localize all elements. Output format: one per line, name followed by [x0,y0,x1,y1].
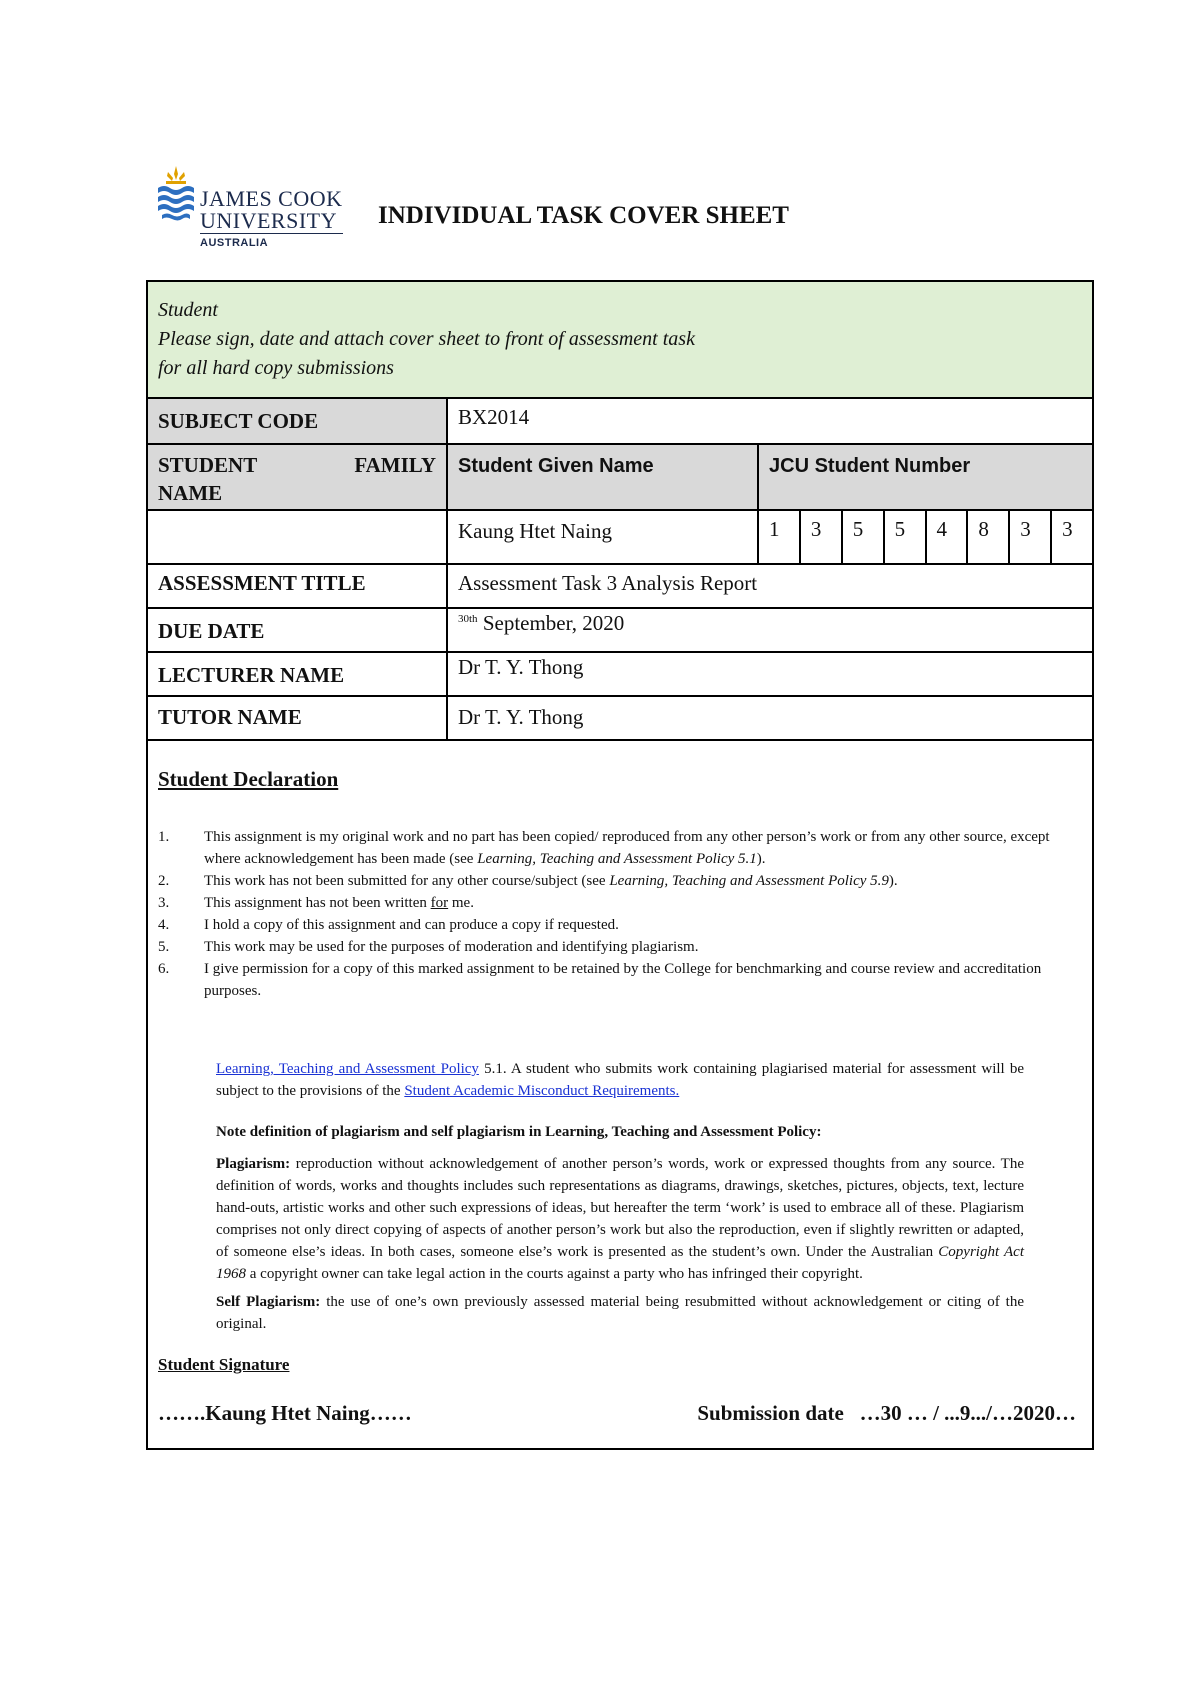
declaration-item-text: This assignment is my original work and no part has been copied/ reproduced from any other person’s work or from any other source, except where acknowledgement has been made (see [204,829,1050,867]
policy-text: 5.1. A student who submits work containing plagiarised material for assessment will be subject to the provisions of the [216,1061,1025,1099]
declaration-item-number: 5. [158,939,170,955]
declaration-item-number: 3. [158,895,170,911]
signature-heading: Student Signature [158,1355,290,1374]
family-name-header-word-3: NAME [158,481,223,505]
plagiarism-text: reproduction without acknowledgement of another person’s words, work or expressed thoughts from any source. The definition of words, works and thoughts includes such representations as diagrams, drawings, sketches, pictures, objects, text, lecture hand-outs, artistic works and other such expressions of ideas, but hereafter the term ‘work’ is used to embrace all of these. Plagiarism comprises not only direct copying of aspects of another person’s work but also the reproduction, even if slightly rewritten or adapted, of someone else’s ideas. In both cases, someone else’s work is presented as the student’s own. Under the Australian [216,1156,1024,1260]
lecturer-label: LECTURER NAME [148,653,448,695]
due-date-rest: September, 2020 [477,611,625,635]
instructions-line-3: for all hard copy submissions [158,357,394,379]
declaration-list [158,826,1082,1002]
declaration-item [158,892,1082,914]
misconduct-link[interactable]: Student Academic Misconduct Requirements. [404,1083,680,1099]
self-plagiarism-label: Self Plagiarism: [216,1294,321,1310]
plagiarism-text-end: a copyright owner can take legal action in the courts against a party who has infringed their copyright. [246,1266,863,1282]
family-name-header-word-2: FAMILY [354,453,436,477]
declaration-item-number: 2. [158,873,170,889]
declaration-item-text-end: ). [756,851,766,867]
declaration-item [158,958,1082,1002]
plagiarism-definition [216,1153,1024,1285]
lecturer-row [148,651,1092,695]
declaration-item-text: This work has not been submitted for any other course/subject (see [204,873,610,889]
student-number-digit[interactable]: 4 [927,511,969,563]
instructions-box [148,282,1092,397]
declaration-item-text: This work may be used for the purposes of moderation and identifying plagiarism. [204,939,699,955]
family-name-header [148,445,448,509]
student-number-digit[interactable]: 5 [843,511,885,563]
plagiarism-note-heading: Note definition of plagiarism and self plagiarism in Learning, Teaching and Assessment Policy: [216,1124,822,1140]
declaration-item-number: 1. [158,829,170,845]
due-date-label: DUE DATE [148,609,448,651]
family-name-field[interactable] [148,511,448,563]
declaration-item [158,936,1082,958]
student-number-digit[interactable]: 1 [759,511,801,563]
student-number-field[interactable] [759,511,1092,563]
instructions-line-2: Please sign, date and attach cover sheet to front of assessment task [158,328,695,350]
student-number-digit[interactable]: 3 [1062,517,1073,541]
declaration-item-underlined: for [430,895,449,911]
lecturer-field[interactable]: Dr T. Y. Thong [458,655,584,679]
assessment-title-label: ASSESSMENT TITLE [148,565,448,607]
signature-field[interactable]: …….Kaung Htet Naing…… [158,1401,412,1425]
family-name-header-word-1: STUDENT [158,453,258,477]
submission-date [697,1401,1076,1426]
given-name-field[interactable]: Kaung Htet Naing [448,511,759,563]
declaration-item-text-end: ). [888,873,898,889]
declaration-item-text: I hold a copy of this assignment and can produce a copy if requested. [204,917,619,933]
self-plagiarism-text: the use of one’s own previously assessed material being resubmitted without acknowledgement or citing of the original. [216,1294,1024,1332]
student-number-header: JCU Student Number [759,445,1092,509]
tutor-label: TUTOR NAME [148,697,448,739]
cover-sheet-form [146,280,1094,1450]
tutor-field[interactable]: Dr T. Y. Thong [458,705,584,729]
assessment-title-field[interactable]: Assessment Task 3 Analysis Report [458,571,758,595]
subject-code-label: SUBJECT CODE [148,399,448,443]
jcu-crest-icon [156,166,196,228]
declaration-item-policy: Learning, Teaching and Assessment Policy 5.9 [609,873,889,889]
declaration-item-text: This assignment has not been written [204,895,431,911]
declaration-item-number: 6. [158,961,170,977]
due-date-field[interactable] [448,609,1092,651]
plagiarism-label: Plagiarism: [216,1156,291,1172]
submission-date-field[interactable]: …30 … / ...9.../…2020… [859,1401,1076,1425]
declaration-section [148,739,1092,1448]
declaration-item-text: I give permission for a copy of this marked assignment to be retained by the College for benchmarking and course review and accreditation purposes. [204,961,1042,999]
self-plagiarism-definition [216,1291,1024,1335]
student-number-digit[interactable]: 5 [885,511,927,563]
student-number-digit[interactable]: 8 [968,511,1010,563]
due-date-day: 30th [458,613,478,625]
policy-link[interactable]: Learning, Teaching and Assessment Policy [216,1061,479,1077]
declaration-item [158,870,1082,892]
subject-code-row [148,397,1092,443]
name-header-row [148,443,1092,509]
declaration-item-number: 4. [158,917,170,933]
subject-code-field[interactable]: BX2014 [458,405,530,429]
student-number-digit[interactable]: 3 [1010,511,1052,563]
logo-line-3: AUSTRALIA [200,237,269,249]
instructions-row [148,282,1092,397]
student-details-row [148,509,1092,563]
due-date-row [148,607,1092,651]
signature-row [158,1401,1076,1426]
given-name-header: Student Given Name [448,445,759,509]
page-title: INDIVIDUAL TASK COVER SHEET [378,202,789,229]
jcu-logo [156,166,346,250]
logo-line-2: UNIVERSITY [200,210,343,234]
declaration-item [158,914,1082,936]
submission-date-label: Submission date [697,1401,844,1425]
declaration-item-text-end: me. [448,895,474,911]
declaration-heading: Student Declaration [158,767,339,791]
policy-paragraph [216,1058,1024,1102]
declaration-item-policy: Learning, Teaching and Assessment Policy 5.1 [477,851,757,867]
copyright-act: Copyright Act 1968 [216,1244,1024,1282]
logo-line-1: JAMES COOK [200,186,343,211]
tutor-row [148,695,1092,739]
declaration-item [158,826,1082,870]
instructions-line-1: Student [158,299,218,321]
assessment-title-row [148,563,1092,607]
student-number-digit[interactable]: 3 [801,511,843,563]
